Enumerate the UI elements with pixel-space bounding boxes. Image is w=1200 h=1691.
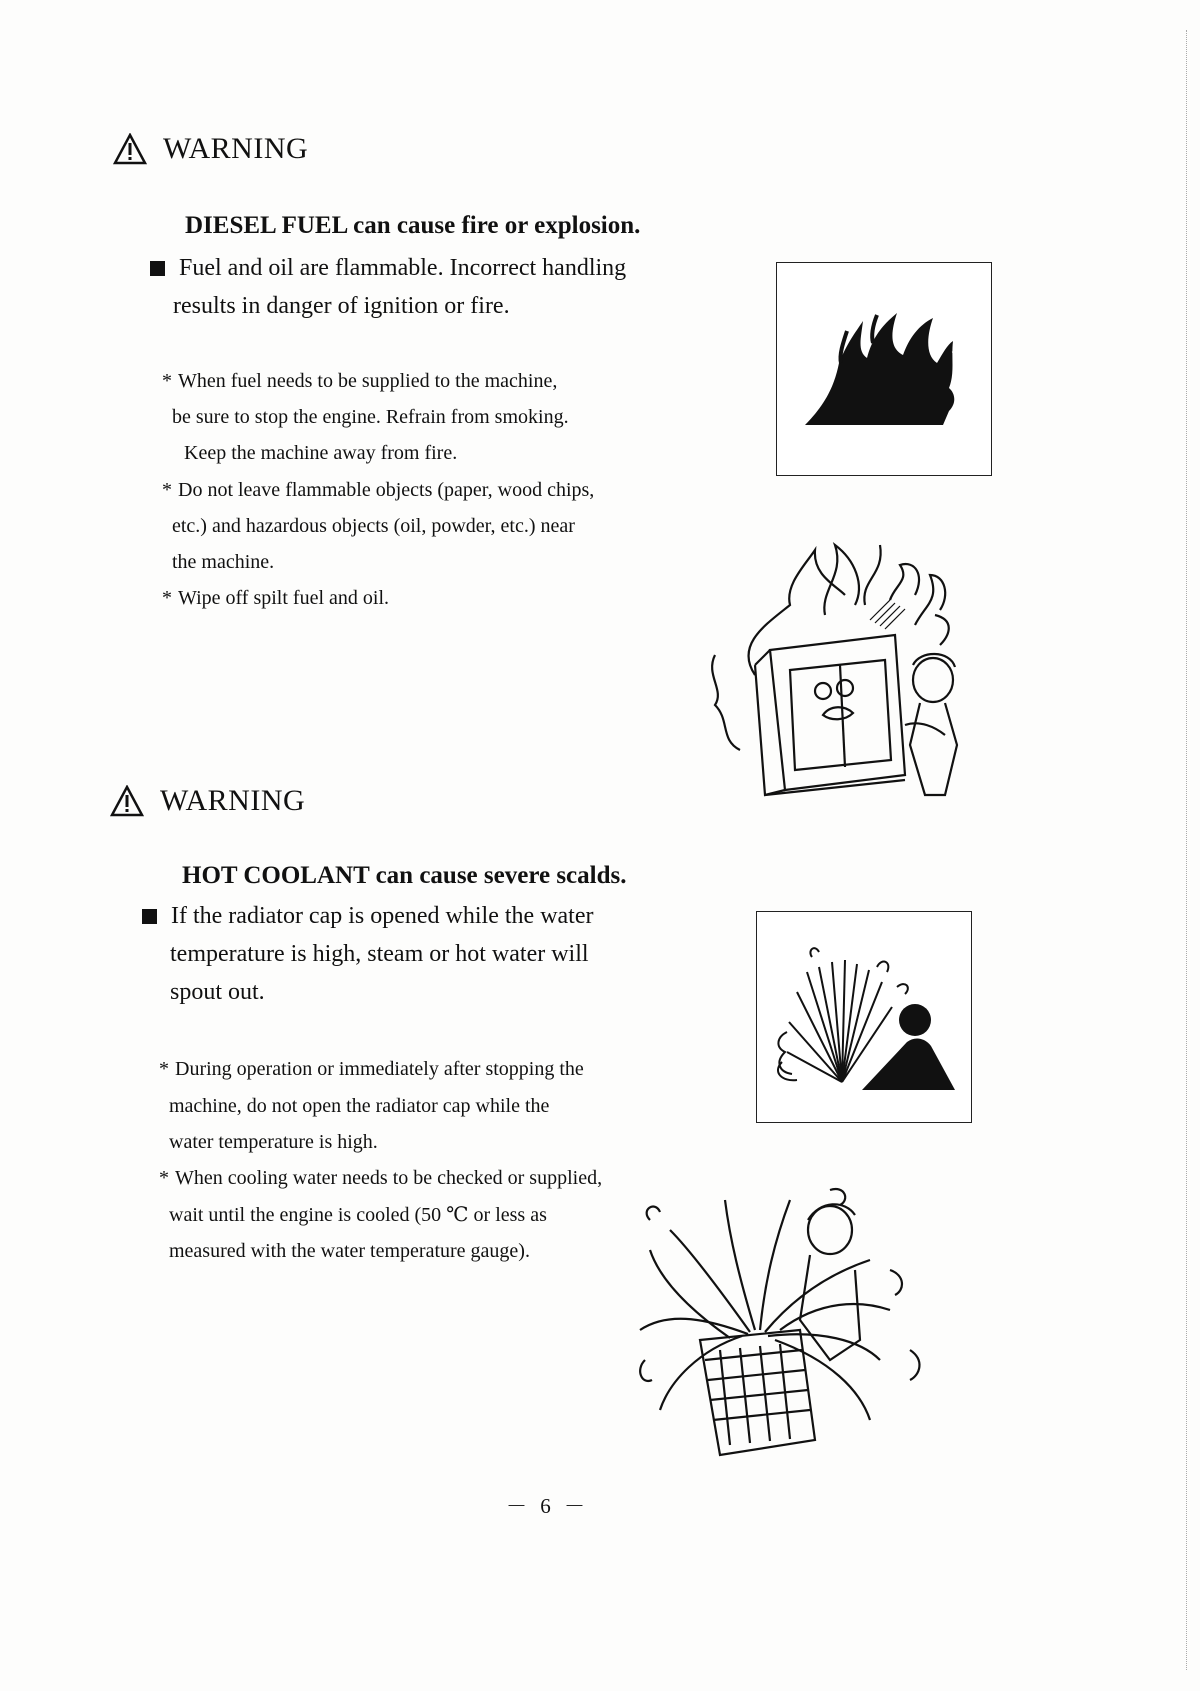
bullet-fuel xyxy=(150,249,626,288)
bullet-text-line: results in danger of ignition or fire. xyxy=(173,293,510,319)
note-text-line: machine, do not open the radiator cap while the xyxy=(169,1095,550,1117)
warning-triangle-icon xyxy=(113,133,147,165)
bullet-text-line: spout out. xyxy=(170,979,265,1005)
warning-heading-text: WARNING xyxy=(160,784,306,817)
note-text-line: Wipe off spilt fuel and oil. xyxy=(178,587,390,609)
note-line xyxy=(172,399,569,436)
page-number: － 6 － xyxy=(506,1494,589,1518)
warning-heading-2 xyxy=(110,784,305,818)
asterisk-marker: * xyxy=(162,370,172,392)
hazard-name: HOT COOLANT xyxy=(182,862,370,889)
note-item xyxy=(162,580,389,617)
steam-pictogram-frame xyxy=(756,911,972,1123)
hazard-effect: can cause fire or explosion. xyxy=(346,212,641,239)
note-line xyxy=(169,1124,378,1161)
hazard-subtitle-fuel xyxy=(185,212,640,240)
note-text-line: be sure to stop the engine. Refrain from smoking. xyxy=(172,406,569,428)
note-text-line: water temperature is high. xyxy=(169,1131,378,1153)
hazard-effect: can cause severe scalds. xyxy=(369,862,627,889)
note-item xyxy=(162,363,557,400)
note-text-line: When fuel needs to be supplied to the machine, xyxy=(178,370,558,392)
note-line xyxy=(172,544,274,581)
burning-machine-icon xyxy=(695,505,980,805)
warning-heading-text: WARNING xyxy=(163,132,309,165)
fire-pictogram-frame xyxy=(776,262,992,476)
bullet-square-icon xyxy=(142,909,157,924)
bullet-fuel-cont xyxy=(173,287,510,326)
note-item xyxy=(162,472,594,509)
asterisk-marker: * xyxy=(159,1058,169,1080)
radiator-spout-illustration xyxy=(630,1160,960,1460)
bullet-coolant-cont xyxy=(170,935,589,974)
fire-pictogram-icon xyxy=(777,263,991,475)
note-text-line: etc.) and hazardous objects (oil, powder, etc.) near xyxy=(172,515,575,537)
note-item xyxy=(159,1160,602,1197)
note-item xyxy=(159,1051,584,1088)
bullet-coolant-cont xyxy=(170,973,265,1012)
warning-triangle-icon xyxy=(110,785,144,817)
note-line xyxy=(169,1233,530,1270)
warning-heading-1 xyxy=(113,132,308,166)
note-text-line: the machine. xyxy=(172,551,275,573)
asterisk-marker: * xyxy=(162,587,172,609)
page-edge-rule xyxy=(1186,30,1187,1670)
hazard-subtitle-coolant xyxy=(182,862,626,890)
bullet-text-line: Fuel and oil are flammable. Incorrect handling xyxy=(179,255,627,281)
bullet-square-icon xyxy=(150,261,165,276)
asterisk-marker: * xyxy=(162,479,172,501)
asterisk-marker: * xyxy=(159,1167,169,1189)
note-text-line: measured with the water temperature gauge). xyxy=(169,1240,530,1262)
note-text-line: During operation or immediately after stopping the xyxy=(175,1058,584,1080)
note-line xyxy=(169,1197,547,1234)
hot-steam-pictogram-icon xyxy=(757,912,971,1122)
note-line xyxy=(172,508,575,545)
hazard-name: DIESEL FUEL xyxy=(185,212,347,239)
note-text-line: Do not leave flammable objects (paper, wood chips, xyxy=(178,479,595,501)
bullet-text-line: If the radiator cap is opened while the water xyxy=(171,903,594,929)
bullet-text-line: temperature is high, steam or hot water will xyxy=(170,941,589,967)
note-line xyxy=(184,435,457,472)
bullet-coolant xyxy=(142,897,593,936)
note-text-line: Keep the machine away from fire. xyxy=(184,442,458,464)
note-line xyxy=(169,1088,549,1125)
note-text-line: When cooling water needs to be checked or supplied, xyxy=(175,1167,603,1189)
burning-machine-illustration xyxy=(695,505,980,805)
note-text-line: wait until the engine is cooled (50 ℃ or less as xyxy=(169,1204,547,1226)
radiator-spout-icon xyxy=(630,1160,960,1460)
